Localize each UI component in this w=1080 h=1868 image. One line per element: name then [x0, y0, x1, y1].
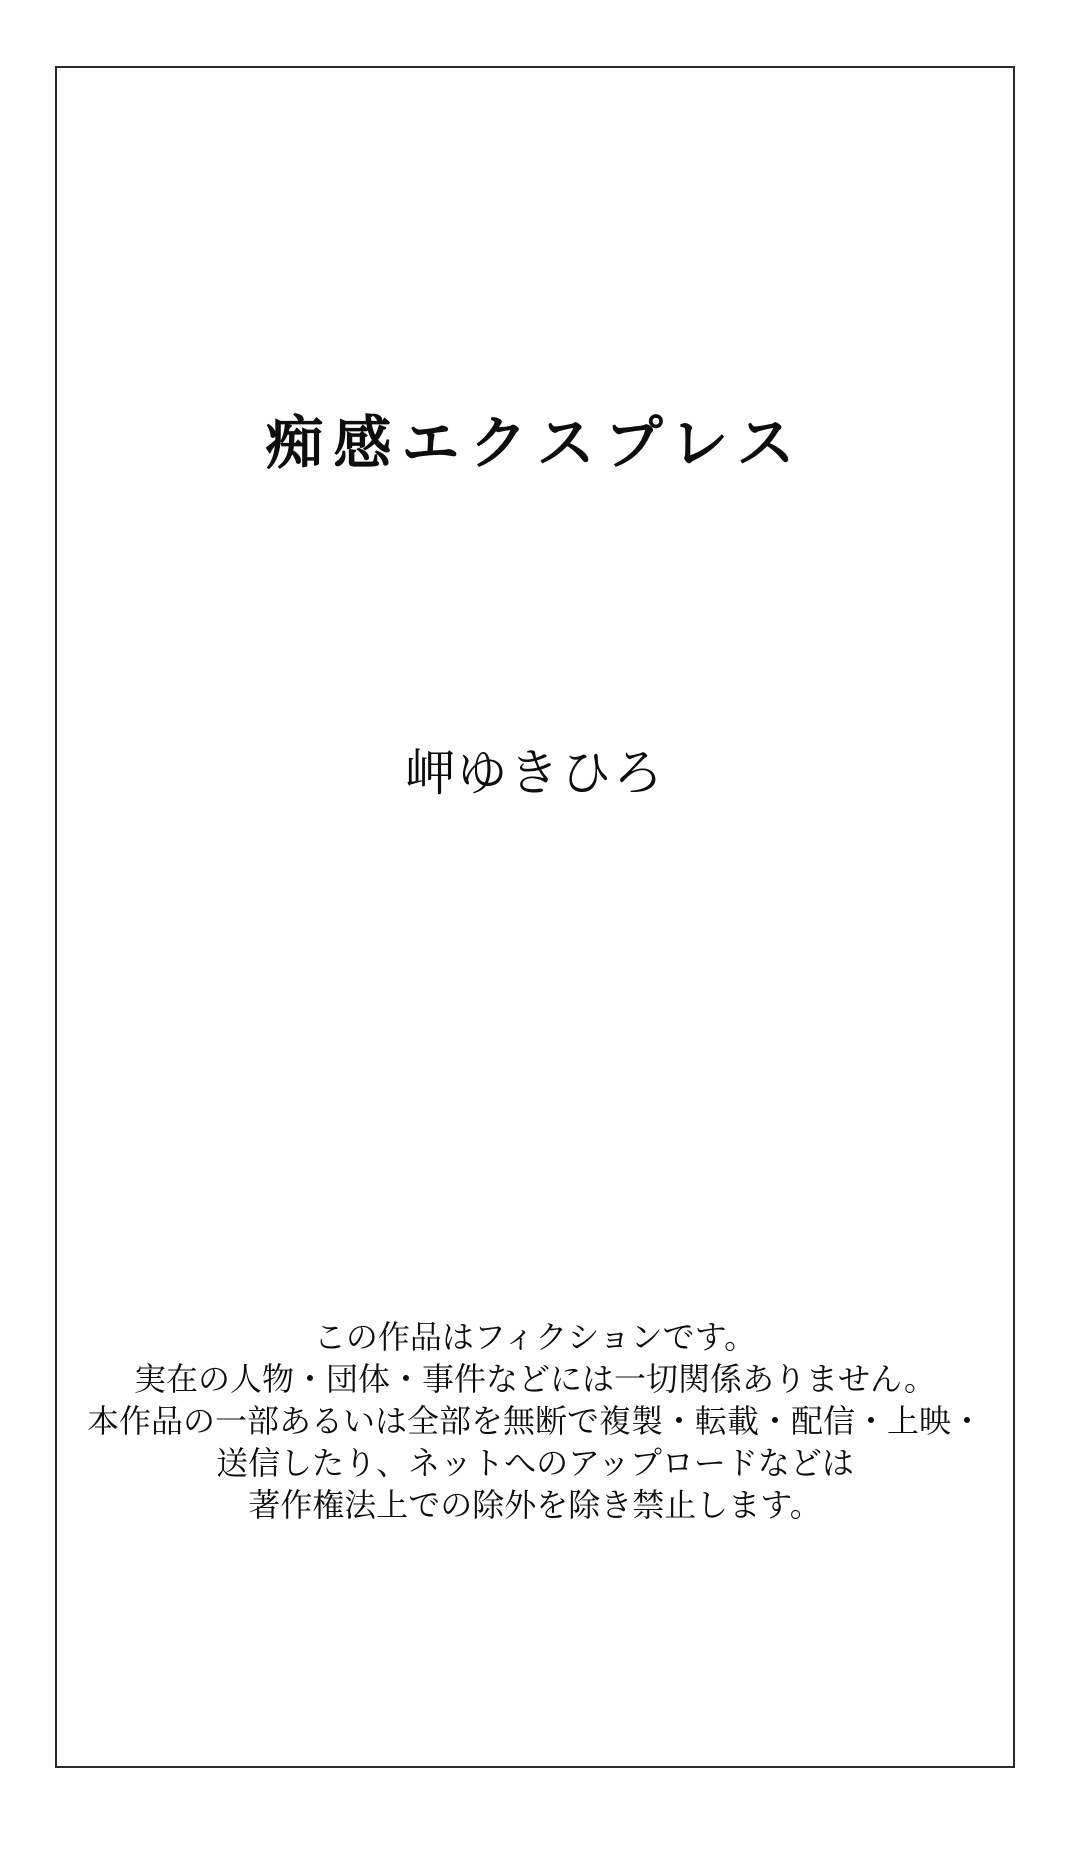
disclaimer-line-4: 送信したり、ネットへのアップロードなどは [216, 1445, 854, 1481]
disclaimer-line-1: この作品はフィクションです。 [313, 1319, 757, 1355]
disclaimer-block [57, 1316, 1013, 1526]
author-name: 岬ゆきひろ [405, 745, 665, 801]
disclaimer-line-5: 著作権法上での除外を除き禁止します。 [248, 1487, 822, 1523]
disclaimer-line-2: 実在の人物・団体・事件などには一切関係ありません。 [134, 1361, 936, 1397]
disclaimer-line-3: 本作品の一部あるいは全部を無断で複製・転載・配信・上映・ [86, 1403, 983, 1439]
book-title: 痴感エクスプレス [265, 411, 805, 476]
page-border-frame [55, 66, 1015, 1768]
